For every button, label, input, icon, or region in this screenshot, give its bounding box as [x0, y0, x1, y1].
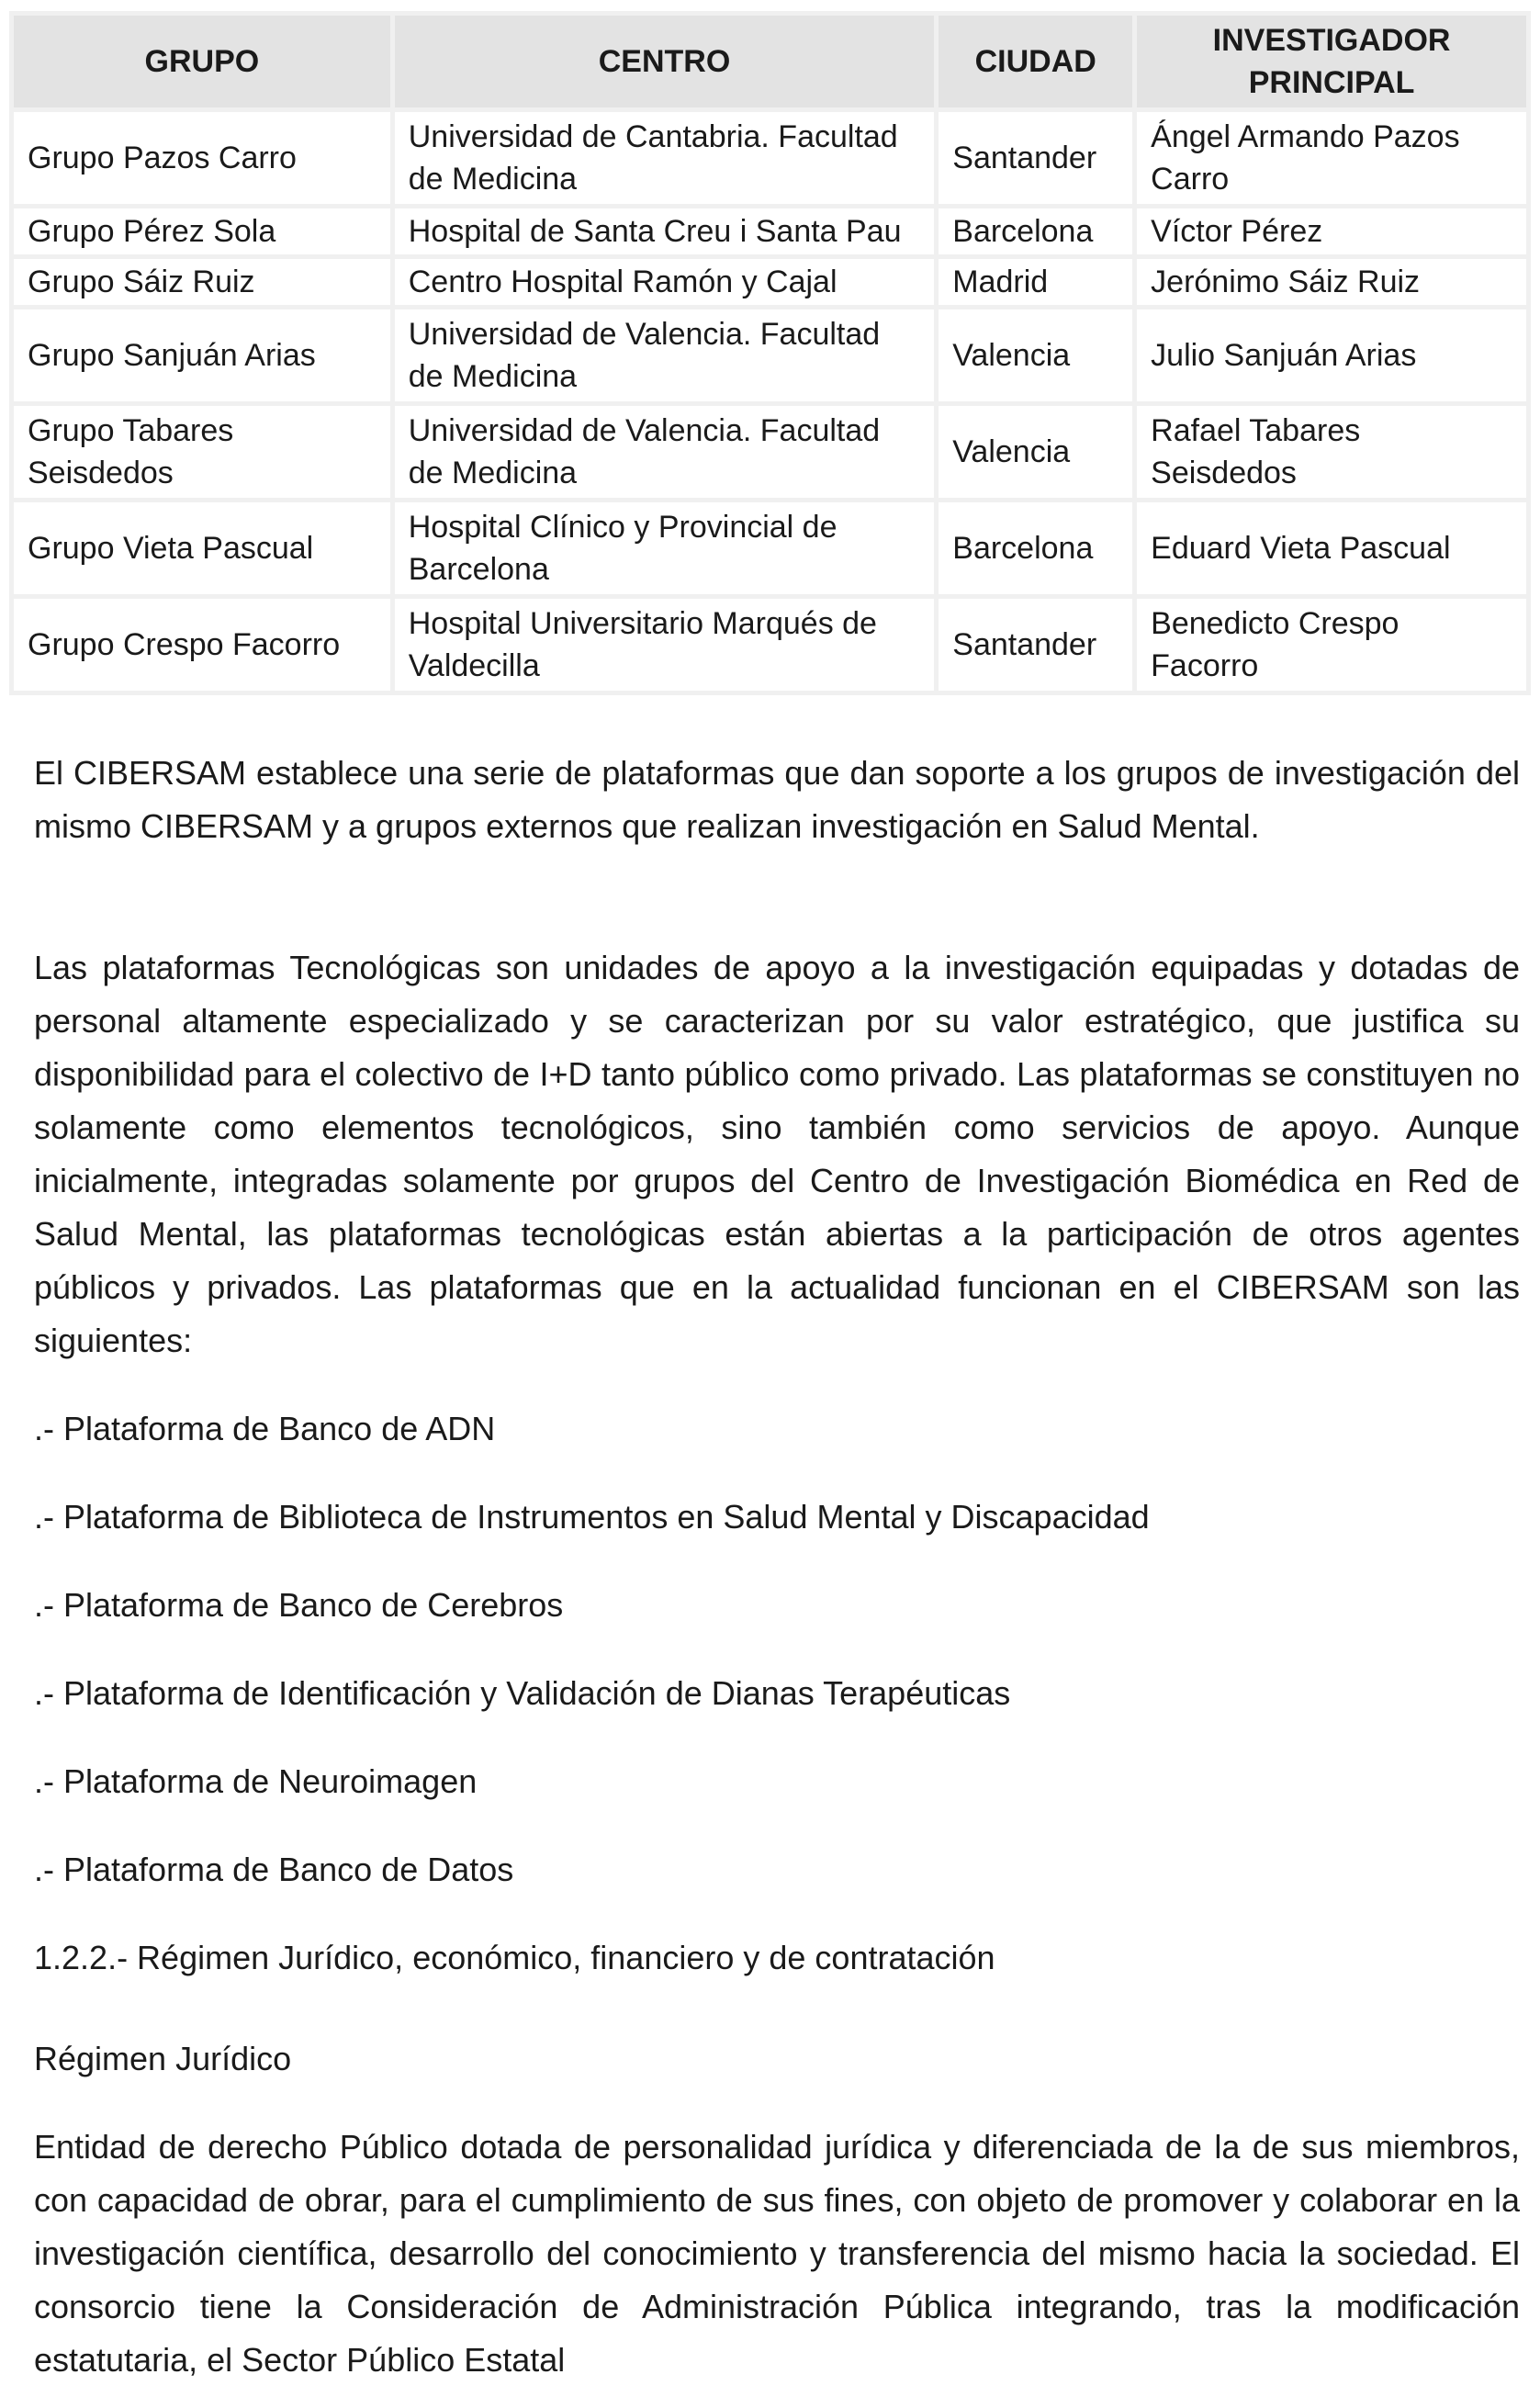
cell-ciudad: Barcelona — [939, 502, 1132, 594]
legal-paragraph: Entidad de derecho Público dotada de personalidad jurídica y diferenciada de la de sus miembros, con capacidad de obrar, para el cumplimiento de sus fines, con objeto de promover y colaborar en la investigación científica, desarrollo del conocimiento y transferencia del mismo hacia la sociedad. El consorcio tiene la Consideración de Administración Pública integrando, tras la modificación estatutaria, el Sector Público Estatal — [34, 2128, 1520, 2379]
cell-investigador: Eduard Vieta Pascual — [1137, 502, 1526, 594]
subsection-heading: Régimen Jurídico — [34, 2040, 292, 2077]
cell-grupo: Grupo Pazos Carro — [14, 112, 390, 204]
cell-ciudad: Barcelona — [939, 208, 1132, 254]
cell-investigador: Julio Sanjuán Arias — [1137, 309, 1526, 401]
platforms-list — [34, 1402, 1520, 1896]
cell-grupo: Grupo Crespo Facorro — [14, 599, 390, 691]
header-grupo: GRUPO — [14, 16, 390, 107]
cell-investigador: Benedicto Crespo Facorro — [1137, 599, 1526, 691]
list-item: .- Plataforma de Banco de ADN — [34, 1410, 496, 1447]
list-item: .- Plataforma de Banco de Cerebros — [34, 1586, 564, 1624]
cell-ciudad: Madrid — [939, 259, 1132, 305]
cell-ciudad: Santander — [939, 599, 1132, 691]
header-ciudad: CIUDAD — [939, 16, 1132, 107]
cell-centro: Universidad de Cantabria. Facultad de Medicina — [395, 112, 935, 204]
list-item: .- Plataforma de Banco de Datos — [34, 1851, 514, 1888]
cell-centro: Hospital Clínico y Provincial de Barcelona — [395, 502, 935, 594]
cell-ciudad: Valencia — [939, 309, 1132, 401]
list-item: .- Plataforma de Neuroimagen — [34, 1762, 478, 1800]
cell-grupo: Grupo Sanjuán Arias — [14, 309, 390, 401]
research-groups-table — [9, 11, 1531, 695]
cell-centro: Hospital Universitario Marqués de Valdecilla — [395, 599, 935, 691]
cell-centro: Hospital de Santa Creu i Santa Pau — [395, 208, 935, 254]
header-centro: CENTRO — [395, 16, 935, 107]
cell-investigador: Rafael Tabares Seisdedos — [1137, 406, 1526, 498]
cell-grupo: Grupo Tabares Seisdedos — [14, 406, 390, 498]
cell-grupo: Grupo Pérez Sola — [14, 208, 390, 254]
cell-investigador: Ángel Armando Pazos Carro — [1137, 112, 1526, 204]
table-row — [14, 502, 1526, 594]
header-investigador: INVESTIGADOR PRINCIPAL — [1137, 16, 1526, 107]
cell-investigador: Jerónimo Sáiz Ruiz — [1137, 259, 1526, 305]
cell-ciudad: Santander — [939, 112, 1132, 204]
cell-centro: Centro Hospital Ramón y Cajal — [395, 259, 935, 305]
intro-paragraph: El CIBERSAM establece una serie de plataformas que dan soporte a los grupos de investigación del mismo CIBERSAM y a grupos externos que realizan investigación en Salud Mental. — [34, 754, 1520, 845]
table-header-row — [14, 16, 1526, 107]
table-row — [14, 406, 1526, 498]
cell-centro: Universidad de Valencia. Facultad de Medicina — [395, 309, 935, 401]
cell-ciudad: Valencia — [939, 406, 1132, 498]
table-row — [14, 208, 1526, 254]
cell-investigador: Víctor Pérez — [1137, 208, 1526, 254]
cell-centro: Universidad de Valencia. Facultad de Medicina — [395, 406, 935, 498]
table-row — [14, 309, 1526, 401]
tech-platforms-paragraph: Las plataformas Tecnológicas son unidades de apoyo a la investigación equipadas y dotadas de personal altamente especializado y se caracterizan por su valor estratégico, que justifica su disponibilidad para el colectivo de I+D tanto público como privado. Las plataformas se constituyen no solamente como elementos tecnológicos, sino también como servicios de apoyo. Aunque inicialmente, integradas solamente por grupos del Centro de Investigación Biomédica en Red de Salud Mental, las plataformas tecnológicas están abiertas a la participación de otros agentes públicos y privados. Las plataformas que en la actualidad funcionan en el CIBERSAM son las siguientes: — [34, 949, 1520, 1359]
list-item: .- Plataforma de Biblioteca de Instrumentos en Salud Mental y Discapacidad — [34, 1498, 1150, 1536]
table-row — [14, 599, 1526, 691]
cell-grupo: Grupo Sáiz Ruiz — [14, 259, 390, 305]
section-heading: 1.2.2.- Régimen Jurídico, económico, financiero y de contratación — [34, 1939, 995, 1976]
cell-grupo: Grupo Vieta Pascual — [14, 502, 390, 594]
document-body — [9, 747, 1533, 2387]
list-item: .- Plataforma de Identificación y Validación de Dianas Terapéuticas — [34, 1674, 1011, 1712]
table-row — [14, 259, 1526, 305]
table-row — [14, 112, 1526, 204]
